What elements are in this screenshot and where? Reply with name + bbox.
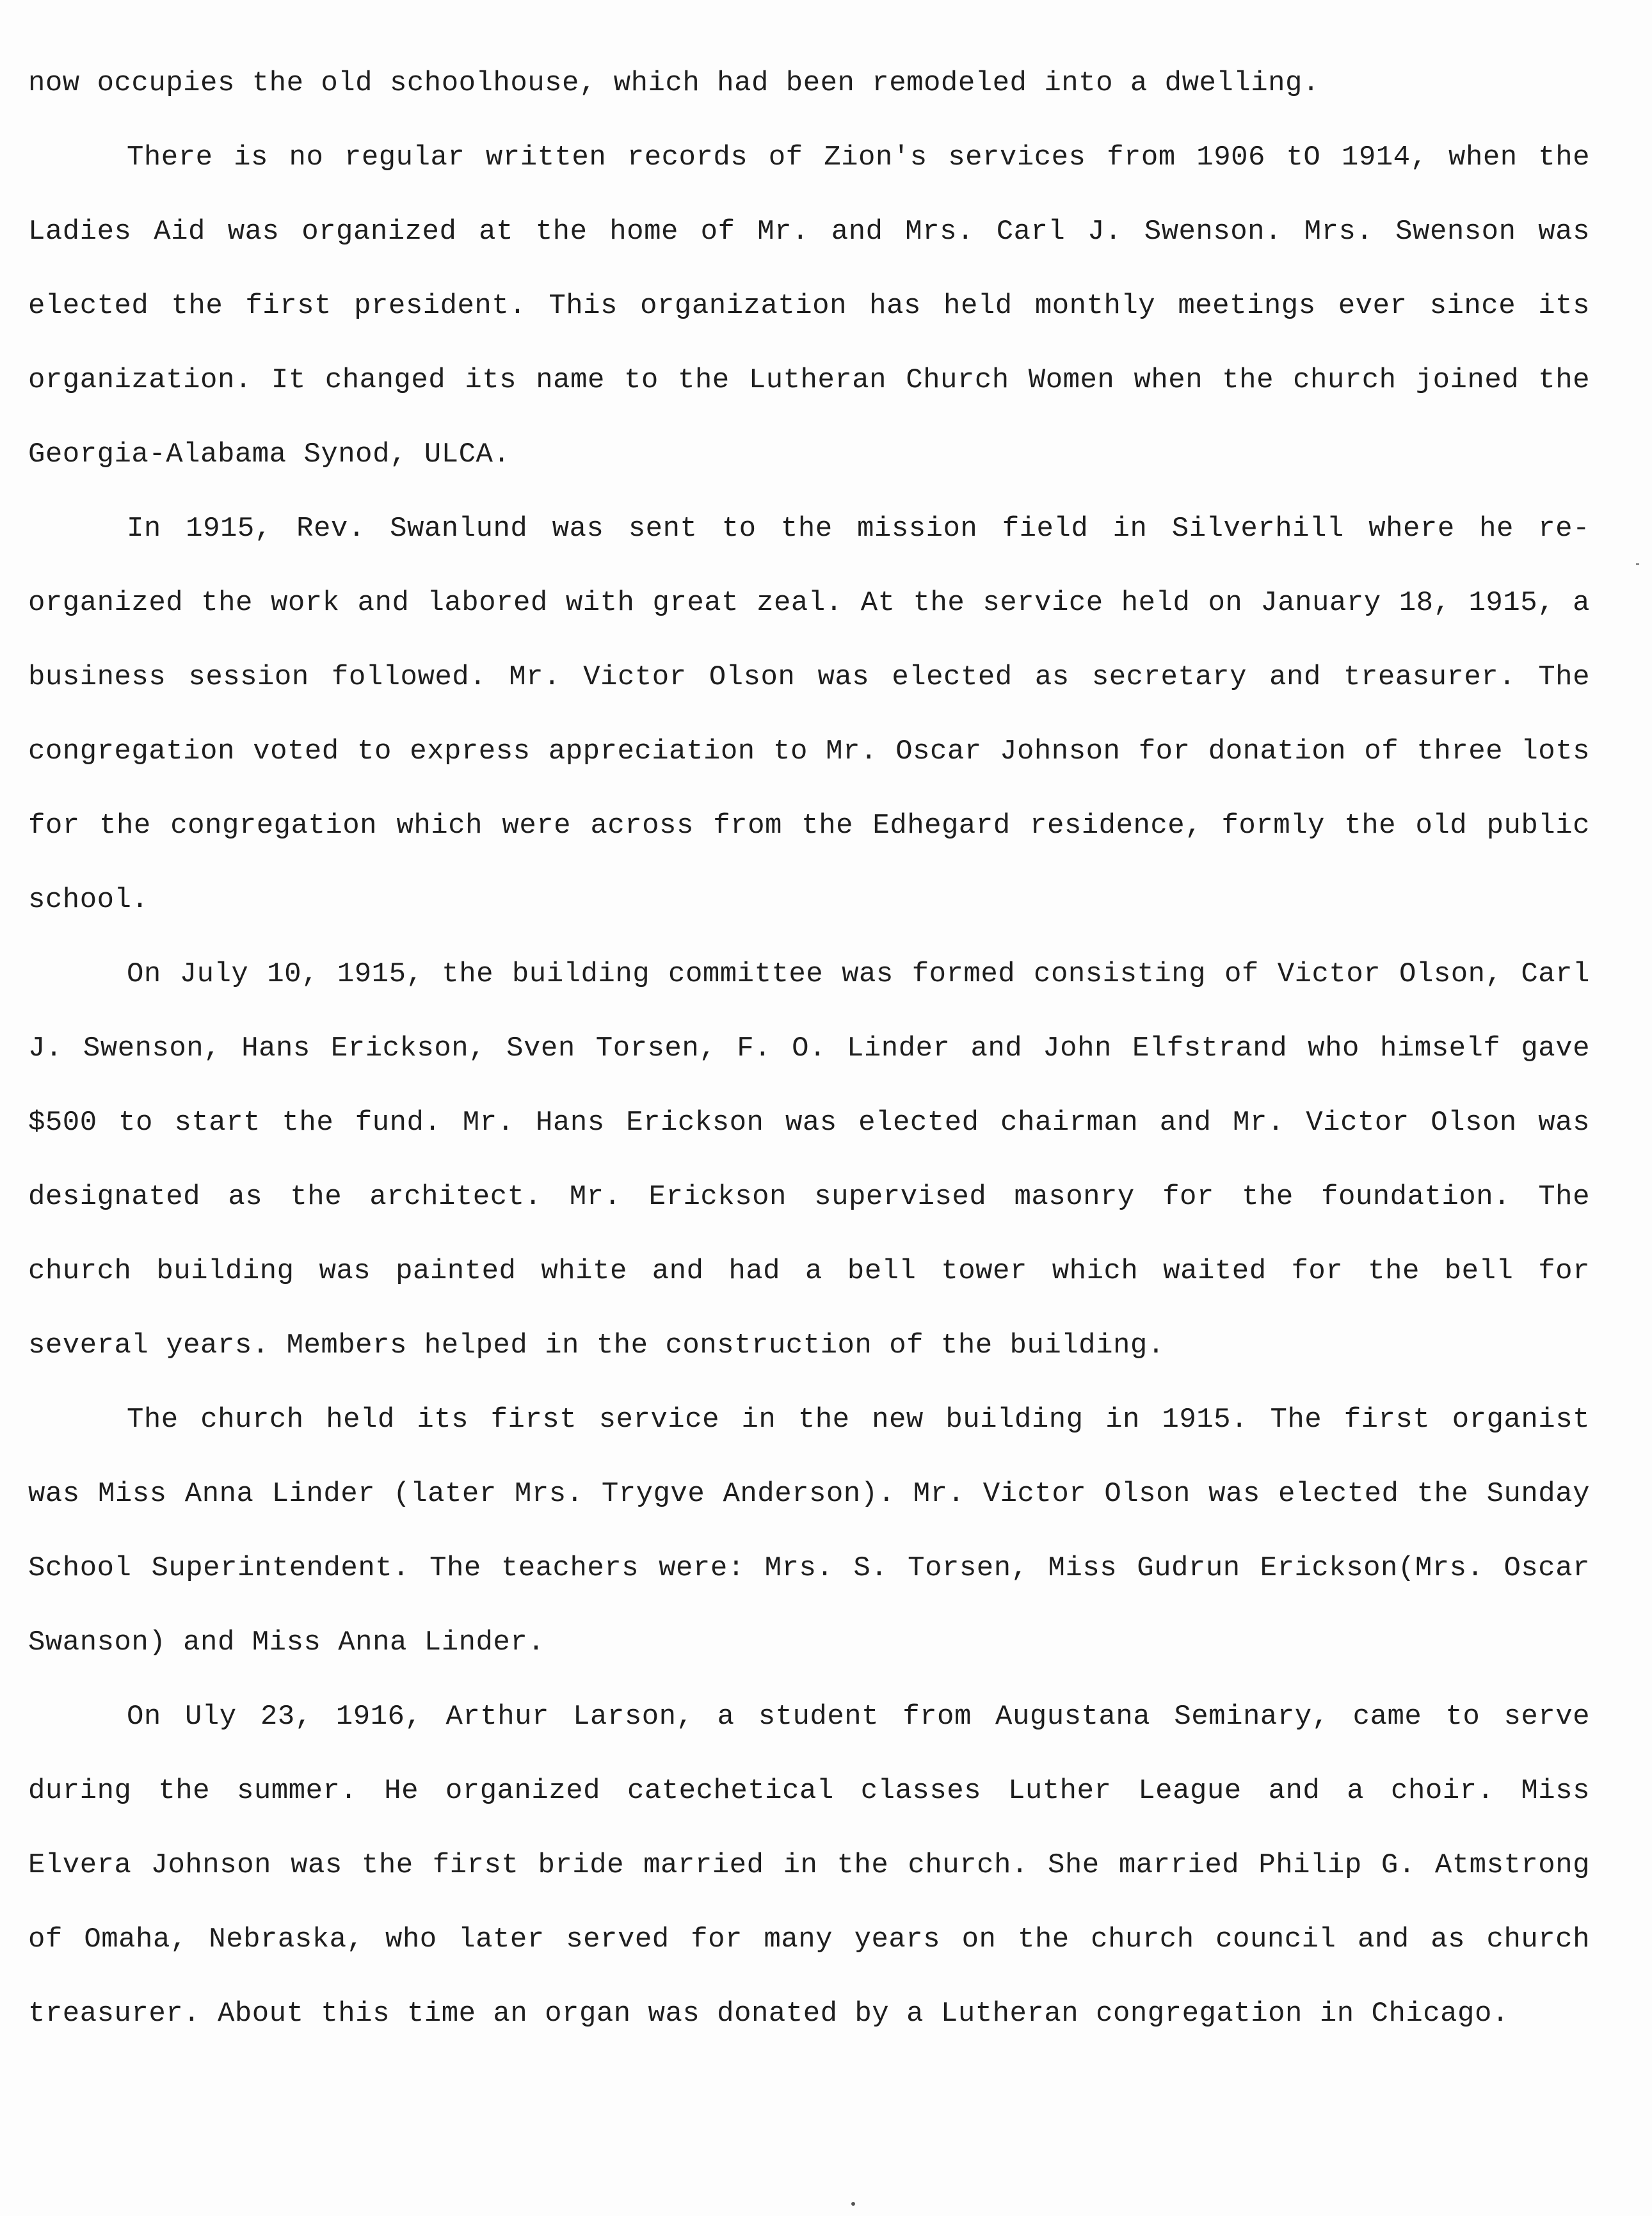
paragraph-building-committee: On July 10, 1915, the building committee was formed consisting of Victor Olson, Carl J. Swenson, Hans Erickson, Sven Torsen, F. O. Linder and John Elfstrand who himself gave $500 to start the fund. Mr. Hans Erickson was elected chairman and Mr. Victor Olson was designated as the architect. Mr. Erickson supervised masonry for the foundation. The church building was painted white and had a bell tower which waited for the bell for several years. Members helped in the construction of the building. [28,958,1590,1361]
page-mark-dot [851,2202,855,2206]
paragraph-arthur-larson: On Uly 23, 1916, Arthur Larson, a student from Augustana Seminary, came to serve during the summer. He organized catechetical classes Luther League and a choir. Miss Elvera Johnson was the first bride married in the church. She married Philip G. Atmstrong of Omaha, Nebraska, who later served for many years on the church council and as church treasurer. About this time an organ was donated by a Lutheran congregation in Chicago. [28,1701,1590,2030]
paragraph-first-service: The church held its first service in the new building in 1915. The first organist was Miss Anna Linder (later Mrs. Trygve Anderson). Mr. Victor Olson was elected the Sunday School Superintendent. The teachers were: Mrs. S. Torsen, Miss Gudrun Erickson(Mrs. Oscar Swanson) and Miss Anna Linder. [28,1404,1590,1658]
paragraph-rev-swanlund: In 1915, Rev. Swanlund was sent to the mission field in Silverhill where he re-organized the work and labored with great zeal. At the service held on January 18, 1915, a business session followed. Mr. Victor Olson was elected as secretary and treasurer. The congregation voted to express appreciation to Mr. Oscar Johnson for donation of three lots for the congregation which were across from the Edhegard residence, formly the old public school. [28,513,1590,916]
body-text [28,46,1590,2051]
paragraph-ladies-aid: There is no regular written records of Zion's services from 1906 tO 1914, when the Ladies Aid was organized at the home of Mr. and Mrs. Carl J. Swenson. Mrs. Swenson was elected the first president. This organization has held monthly meetings ever since its organization. It changed its name to the Lutheran Church Women when the church joined the Georgia-Alabama Synod, ULCA. [28,141,1590,470]
margin-speck [1636,563,1639,565]
paragraph-continuation: now occupies the old schoolhouse, which had been remodeled into a dwelling. [28,67,1320,99]
